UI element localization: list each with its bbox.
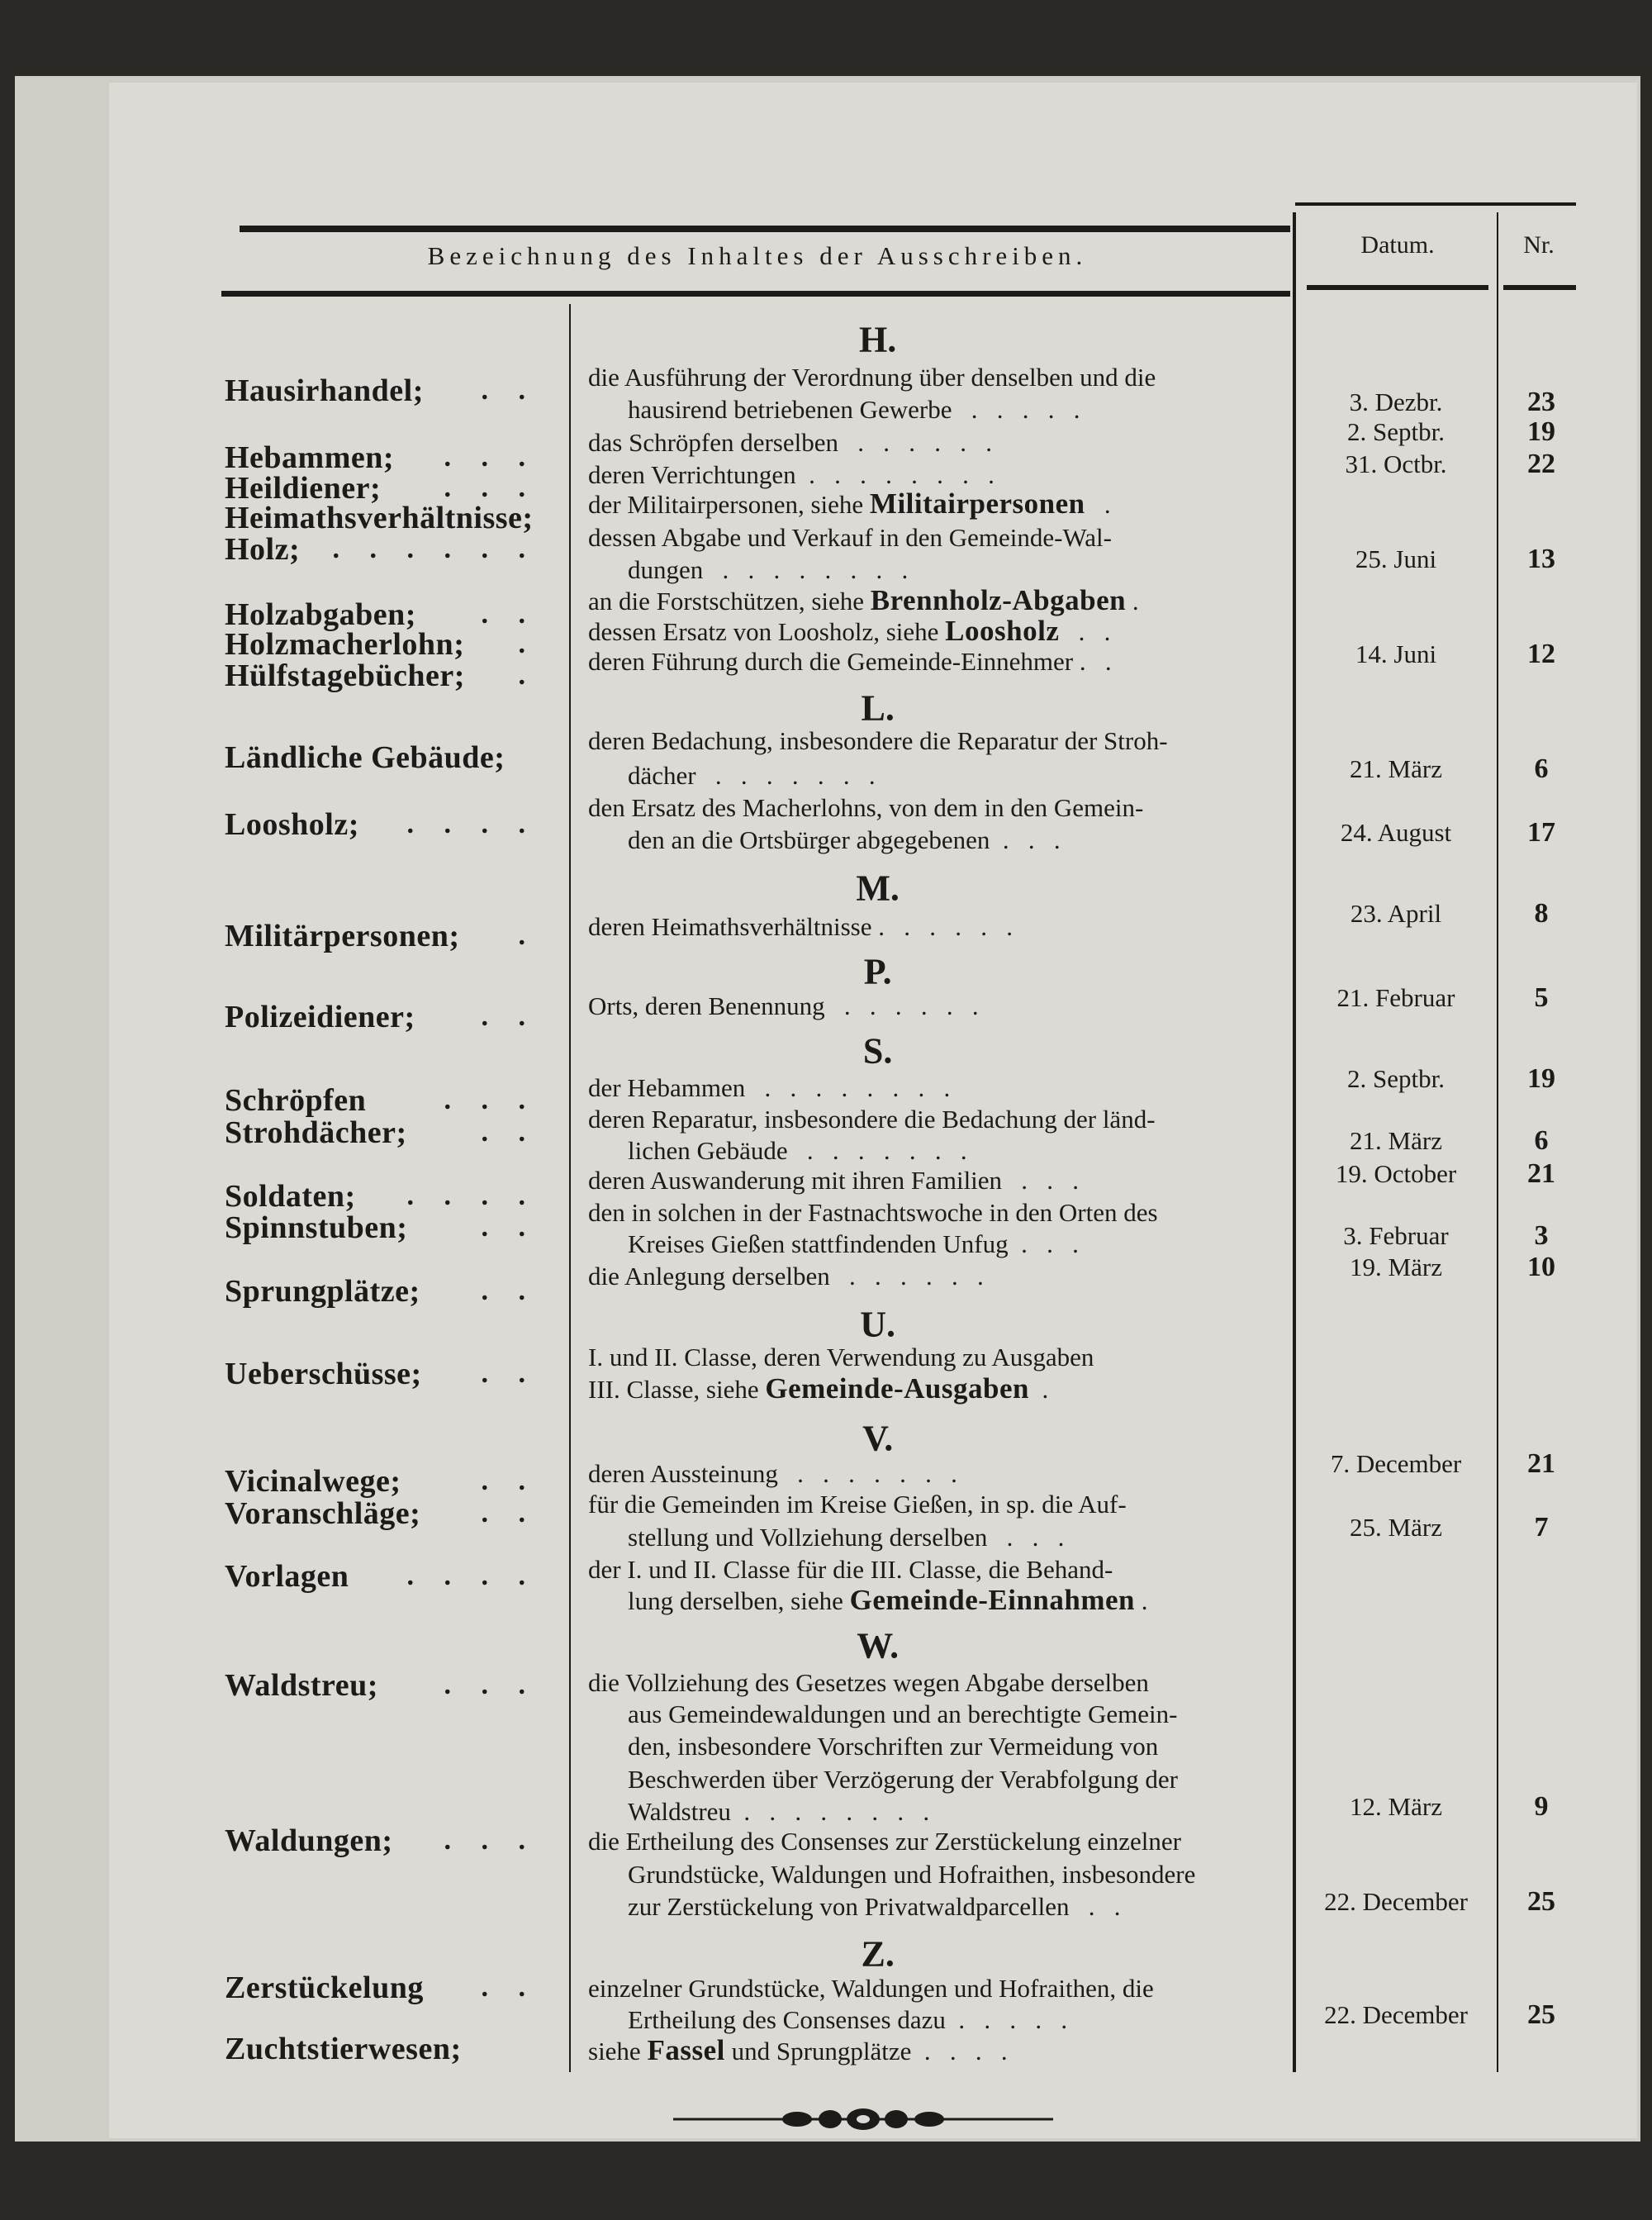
entry-number: 6 xyxy=(1534,1125,1549,1157)
keyword-leader-dots: . . xyxy=(481,1972,537,2004)
description-line xyxy=(588,584,1139,617)
description-line xyxy=(588,1457,957,1490)
description-line xyxy=(588,791,1143,824)
index-keyword: Hebammen; xyxy=(225,440,395,475)
description-text: Kreises Gießen stattfindenden Unfug . . . xyxy=(628,1229,1079,1258)
entry-date: 24. August xyxy=(1340,817,1452,847)
description-line xyxy=(588,1102,1156,1135)
header-top-rule xyxy=(240,226,1290,232)
keyword-leader-dots: . . . . xyxy=(406,1181,537,1212)
description-line xyxy=(588,1372,1048,1405)
description-text: der Militairpersonen, siehe xyxy=(588,490,870,520)
index-keyword: Zuchtstierwesen; xyxy=(225,2032,462,2067)
keyword-leader-dots: . xyxy=(518,628,537,659)
date-column-divider xyxy=(1293,212,1296,2072)
keyword-leader-dots: . . . xyxy=(444,1825,537,1856)
index-keyword: Ueberschüsse; xyxy=(225,1356,422,1391)
description-line xyxy=(588,521,1112,554)
description-text: die Ertheilung des Consenses zur Zerstückelung einzelner xyxy=(588,1827,1181,1856)
description-line xyxy=(588,1552,1113,1585)
description-text: Waldstreu . . . . . . . . xyxy=(628,1797,930,1827)
entry-number: 25 xyxy=(1527,1885,1555,1917)
description-line xyxy=(588,1196,1158,1229)
keyword-leader-dots: . . . xyxy=(444,473,537,504)
nr-header-rule xyxy=(1503,285,1576,290)
index-keyword: Holz; xyxy=(225,532,301,568)
description-text: den Ersatz des Macherlohns, von dem in den Gemein- xyxy=(588,792,1144,822)
entry-number: 19 xyxy=(1527,416,1555,447)
index-keyword: Heildiener; xyxy=(225,471,382,506)
description-line xyxy=(588,1259,984,1292)
entry-number: 8 xyxy=(1534,897,1549,929)
entry-number: 25 xyxy=(1527,1999,1555,2031)
index-keyword: Loosholz; xyxy=(225,806,359,842)
description-text: siehe xyxy=(588,2036,648,2066)
description-line xyxy=(628,1520,1064,1553)
keyword-column-divider xyxy=(569,304,571,2072)
description-line xyxy=(628,1857,1195,1890)
entry-date: 19. März xyxy=(1350,1253,1442,1282)
keyword-leader-dots: . . . . xyxy=(406,808,537,839)
description-line xyxy=(588,644,1112,677)
description-line xyxy=(628,823,1061,856)
entry-number: 6 xyxy=(1534,753,1549,784)
entry-date: 21. März xyxy=(1350,1126,1442,1156)
keyword-leader-dots: . xyxy=(518,920,537,951)
description-text: lung derselben, siehe xyxy=(628,1585,850,1615)
section-letter: S. xyxy=(862,1030,893,1072)
description-line xyxy=(588,910,1013,943)
entry-date: 31. Octbr. xyxy=(1345,449,1447,479)
description-line xyxy=(588,425,992,459)
section-letter: P. xyxy=(863,951,892,992)
description-text: deren Heimathsverhältnisse . . . . . . xyxy=(588,911,1013,941)
description-line xyxy=(628,1795,929,1828)
keyword-leader-dots: . . . xyxy=(444,441,537,473)
description-text: Orts, deren Benennung . . . . . . xyxy=(588,991,979,1020)
description-line xyxy=(628,1697,1177,1730)
entry-number: 23 xyxy=(1527,386,1555,417)
entry-date: 21. Februar xyxy=(1336,983,1455,1013)
description-text: lichen Gebäude . . . . . . . xyxy=(628,1135,967,1165)
entry-number: 12 xyxy=(1527,638,1555,669)
description-line xyxy=(588,458,995,491)
entry-date: 25. März xyxy=(1350,1513,1442,1543)
description-line xyxy=(628,1227,1079,1260)
cross-reference: Brennholz-Abgaben xyxy=(870,583,1127,616)
description-line xyxy=(628,1890,1121,1923)
keyword-leader-dots: . . xyxy=(481,1465,537,1496)
description-text: Ertheilung des Consenses dazu . . . . . xyxy=(628,2005,1068,2035)
description-text: Grundstücke, Waldungen und Hofraithen, insbesondere xyxy=(628,1859,1196,1889)
entry-number: 21 xyxy=(1527,1158,1555,1189)
entry-number: 9 xyxy=(1534,1791,1549,1823)
description-line xyxy=(588,724,1168,757)
index-keyword: Polizeidiener; xyxy=(225,999,415,1034)
description-text: für die Gemeinden im Kreise Gießen, in sp. die Auf- xyxy=(588,1490,1127,1519)
description-text: den, insbesondere Vorschriften zur Vermeidung von xyxy=(628,1732,1159,1761)
description-text: deren Führung durch die Gemeinde-Einnehmer . . xyxy=(588,647,1112,677)
keyword-leader-dots: . xyxy=(518,659,537,691)
index-keyword: Voranschläge; xyxy=(225,1496,421,1532)
index-keyword: Sprungplätze; xyxy=(225,1274,420,1310)
cross-reference: Militairpersonen xyxy=(869,487,1085,521)
index-keyword: Militärpersonen; xyxy=(225,918,460,953)
cross-reference: Gemeinde-Einnahmen xyxy=(849,1583,1136,1616)
description-text: der Hebammen . . . . . . . . xyxy=(588,1073,951,1103)
entry-date: 23. April xyxy=(1350,898,1442,928)
description-text: hausirend betriebenen Gewerbe . . . . . xyxy=(628,395,1080,425)
description-text: die Anlegung derselben . . . . . . xyxy=(588,1262,984,1291)
index-keyword: Spinnstuben; xyxy=(225,1210,408,1246)
index-keyword: Schröpfen xyxy=(225,1082,367,1118)
description-text: deren Reparatur, insbesondere die Bedachung der länd- xyxy=(588,1105,1156,1134)
index-keyword: Hausirhandel; xyxy=(225,373,424,409)
description-text: . xyxy=(1126,586,1139,616)
description-text: . . xyxy=(1059,617,1111,647)
index-keyword: Vicinalwege; xyxy=(225,1463,401,1499)
description-text: deren Bedachung, insbesondere die Reparatur der Stroh- xyxy=(588,726,1168,756)
entry-date: 21. März xyxy=(1350,753,1442,783)
keyword-leader-dots: . . xyxy=(481,1212,537,1243)
index-keyword: Vorlagen xyxy=(225,1558,349,1594)
index-keyword: Waldstreu; xyxy=(225,1667,378,1703)
description-text: deren Verrichtungen . . . . . . . . xyxy=(588,460,995,490)
description-text: der I. und II. Classe für die III. Classe, die Behand- xyxy=(588,1555,1113,1585)
description-line xyxy=(588,1163,1079,1196)
description-line xyxy=(588,1487,1127,1520)
index-keyword: Waldungen; xyxy=(225,1823,393,1859)
header-bottom-rule xyxy=(221,291,1290,297)
description-text: stellung und Vollziehung derselben . . . xyxy=(628,1522,1065,1552)
index-keyword: Strohdächer; xyxy=(225,1115,407,1151)
description-text: dächer . . . . . . . xyxy=(628,760,876,790)
entry-date: 7. December xyxy=(1330,1449,1462,1479)
description-line xyxy=(588,1971,1154,2004)
entry-number: 22 xyxy=(1527,449,1555,480)
index-keyword: Holzabgaben; xyxy=(225,597,416,632)
description-line xyxy=(588,360,1156,393)
description-text: . xyxy=(1135,1585,1148,1615)
date-header-rule xyxy=(1307,285,1488,290)
description-text: deren Aussteinung . . . . . . . xyxy=(588,1458,957,1488)
index-keyword: Holzmacherlohn; xyxy=(225,626,465,662)
cross-reference: Gemeinde-Ausgaben xyxy=(765,1372,1029,1405)
section-letter: W. xyxy=(857,1625,900,1666)
description-text: zur Zerstückelung von Privatwaldparcellen . . xyxy=(628,1892,1121,1922)
column-header-nr: Nr. xyxy=(1523,231,1555,259)
keyword-leader-dots: . . xyxy=(481,1498,537,1529)
entry-date: 22. December xyxy=(1324,1886,1468,1916)
description-text: . xyxy=(1085,490,1111,520)
entry-number: 5 xyxy=(1534,982,1549,1014)
description-text: den an die Ortsbürger abgegebenen . . . xyxy=(628,825,1061,855)
index-keyword: Zerstückelung xyxy=(225,1970,424,2006)
entry-number: 17 xyxy=(1527,816,1555,848)
description-text: I. und II. Classe, deren Verwendung zu Ausgaben xyxy=(588,1343,1094,1371)
description-text: dessen Abgabe und Verkauf in den Gemeinde-Wal- xyxy=(588,522,1112,552)
column-header-date: Datum. xyxy=(1360,231,1435,259)
description-text: Beschwerden über Verzögerung der Verabfolgung der xyxy=(628,1764,1178,1794)
description-line xyxy=(628,392,1080,425)
description-line xyxy=(588,1824,1181,1857)
description-text: einzelner Grundstücke, Waldungen und Hofraithen, die xyxy=(588,1974,1154,2004)
description-line xyxy=(628,1134,967,1167)
description-text: III. Classe, siehe xyxy=(588,1375,766,1405)
entry-date: 2. Septbr. xyxy=(1347,416,1445,446)
description-line xyxy=(628,1762,1178,1795)
description-line xyxy=(628,758,876,791)
entry-number: 3 xyxy=(1534,1220,1549,1252)
column-header-contents: Bezeichnung des Inhaltes der Ausschreiben. xyxy=(427,241,1088,270)
description-line xyxy=(588,615,1110,648)
entry-date: 3. Dezbr. xyxy=(1349,387,1443,416)
cross-reference: Fassel xyxy=(647,2033,725,2066)
keyword-leader-dots: . . xyxy=(481,1357,537,1389)
description-line xyxy=(628,1729,1158,1762)
index-keyword: Ländliche Gebäude; xyxy=(225,739,506,775)
entry-number: 13 xyxy=(1527,544,1555,575)
description-line xyxy=(588,2034,1008,2067)
index-keyword: Heimathsverhältnisse; xyxy=(225,501,534,536)
description-line xyxy=(588,1666,1149,1699)
description-line xyxy=(628,1584,1148,1617)
index-keyword: Soldaten; xyxy=(225,1179,356,1215)
keyword-leader-dots: . . xyxy=(481,1276,537,1307)
section-letter: H. xyxy=(859,319,897,360)
description-text: das Schröpfen derselben . . . . . . xyxy=(588,427,993,457)
entry-date: 12. März xyxy=(1350,1792,1442,1822)
entry-number: 7 xyxy=(1534,1512,1549,1543)
entry-date: 25. Juni xyxy=(1355,544,1437,574)
description-text: dungen . . . . . . . . xyxy=(628,555,909,585)
index-keyword: Hülfstagebücher; xyxy=(225,658,465,693)
description-line xyxy=(588,1340,1094,1373)
description-line xyxy=(628,2003,1067,2036)
keyword-leader-dots: . . . . . . xyxy=(332,534,537,565)
entry-number: 19 xyxy=(1527,1063,1555,1095)
description-line xyxy=(588,989,979,1022)
keyword-leader-dots: . . . . xyxy=(406,1560,537,1591)
entry-date: 22. December xyxy=(1324,2000,1468,2030)
entry-date: 2. Septbr. xyxy=(1347,1064,1445,1094)
entry-number: 21 xyxy=(1527,1448,1555,1480)
keyword-leader-dots: . . xyxy=(481,1001,537,1032)
entry-date: 19. October xyxy=(1335,1158,1457,1188)
description-text: . xyxy=(1028,1375,1049,1405)
header-top-rule-right xyxy=(1295,202,1576,206)
section-letter: U. xyxy=(860,1304,896,1345)
description-line xyxy=(588,1071,950,1104)
section-letter: V. xyxy=(862,1418,894,1459)
cross-reference: Loosholz xyxy=(945,615,1060,648)
description-text: aus Gemeindewaldungen und an berechtigte Gemein- xyxy=(628,1699,1178,1728)
entry-date: 3. Februar xyxy=(1343,1221,1449,1251)
keyword-leader-dots: . . xyxy=(481,1117,537,1148)
description-text: den in solchen in der Fastnachtswoche in den Orten des xyxy=(588,1198,1158,1228)
nr-column-divider xyxy=(1497,212,1498,2072)
description-text: an die Forstschützen, siehe xyxy=(588,586,871,616)
description-text: und Sprungplätze . . . . xyxy=(724,2036,1008,2066)
keyword-leader-dots: . . xyxy=(481,375,537,406)
entry-date: 14. Juni xyxy=(1355,639,1437,668)
keyword-leader-dots: . . . xyxy=(444,1084,537,1115)
description-text: die Vollziehung des Gesetzes wegen Abgabe derselben xyxy=(588,1668,1149,1698)
keyword-leader-dots: . . xyxy=(481,598,537,630)
section-letter: M. xyxy=(856,868,900,909)
ornament-divider-icon xyxy=(673,2103,1053,2136)
section-letter: Z. xyxy=(861,1933,895,1975)
entry-number: 10 xyxy=(1527,1252,1555,1283)
description-line xyxy=(588,487,1111,521)
description-text: dessen Ersatz von Loosholz, siehe xyxy=(588,617,946,647)
keyword-leader-dots: . . . xyxy=(444,1669,537,1700)
description-text: die Ausführung der Verordnung über denselben und die xyxy=(588,362,1156,392)
section-letter: L. xyxy=(861,687,895,729)
description-line xyxy=(628,553,908,586)
description-text: deren Auswanderung mit ihren Familien . . . xyxy=(588,1165,1080,1195)
